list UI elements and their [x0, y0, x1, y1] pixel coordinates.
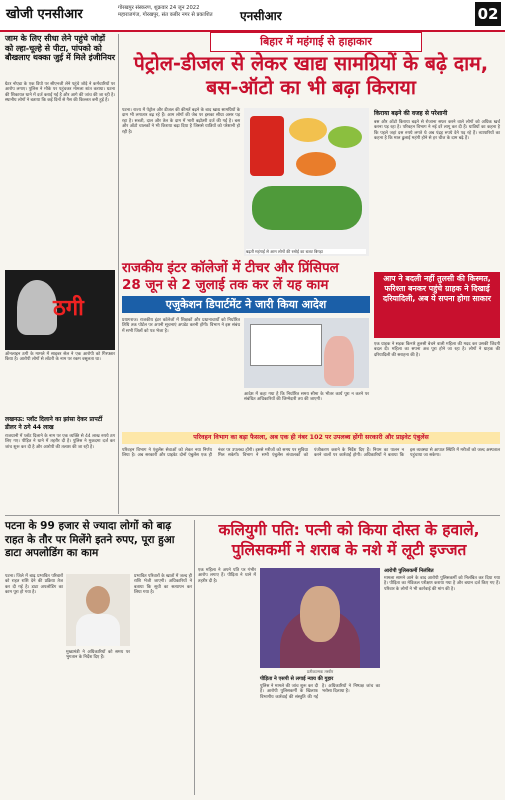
- crime-side-body: मामला सामने आने के बाद आरोपी पुलिसकर्मी को निलंबित कर दिया गया है। पीड़िता का मेडिकल परीक्षण कराया गया है और बयान दर्ज किए गए हैं। परिवार के लोगों ने भी कार्रवाई की मांग की है।: [384, 576, 500, 592]
- food-prices-image: [244, 108, 369, 256]
- crime-body: एक महिला ने अपने पति पर गंभीर आरोप लगाए हैं। पीड़िता ने थाने में तहरीर दी है।: [198, 568, 256, 584]
- photo-face: [300, 586, 340, 642]
- plot-fraud-body: राजधानी में प्लॉट दिलाने के नाम पर एक व्यक्ति से 44 लाख रुपये ठग लिए गए। पीड़ित ने थाने में तहरीर दी है। पुलिस ने मुकदमा दर्ज कर जांच शुरू कर दी है और आरोपी की तलाश की जा रही है।: [5, 434, 115, 450]
- lead-side-headline: किराया बढ़ने की वजह से परेशानी: [374, 110, 448, 117]
- grain-bowl-graphic: [289, 118, 327, 142]
- section-title: एनसीआर: [240, 9, 282, 23]
- ambulance-body: परिवहन विभाग ने एंबुलेंस सेवाओं को लेकर नया निर्णय लिया है। अब सरकारी और प्राइवेट दोनों एंबुलेंस एक ही नंबर पर उपलब्ध होंगी। इससे मरीजों को समय पर सुविधा मिल सकेगी। विभाग ने सभी एंबुलेंस संचालकों को पंजीकरण कराने के निर्देश दिए हैं। नियम का पालन न करने वालों पर कार्रवाई होगी। अधिकारियों ने बताया कि इस व्यवस्था से आपात स्थिति में मरीजों को जल्द अस्पताल पहुंचाया जा सकेगा।: [122, 448, 500, 459]
- left-story-headline: जाम के लिए सीधा लेने पहुंचे जोड़ों को ल्हा-चूल्हे से पीटा, पांपको को बौखलाए थक्का जुई में मिले इंजीनियर: [5, 34, 116, 62]
- teacher-band: एजुकेशन डिपार्टमेंट ने जारी किया आदेश: [122, 296, 370, 313]
- woman-photo: [260, 568, 380, 668]
- fraud-story-body: ऑनलाइन ठगी के मामले में साइबर सेल ने एक आरोपी को गिरफ्तार किया है। आरोपी लोगों से लॉटरी के नाम पर रकम वसूलता था।: [5, 352, 115, 363]
- image-caption: बढ़ती महंगाई से आम लोगों की रसोई का बजट बिगड़ा: [246, 249, 366, 254]
- fuel-pump-graphic: [250, 116, 284, 176]
- tulsi-headline: आप ने बदली नहीं तुलसी की किस्मत, फरिश्ता बनकर पहुंचे ग्राहक ने दिखाई दरियादिली, अब ये सपना होगा साकार: [374, 272, 500, 338]
- column-divider: [118, 34, 119, 514]
- photo-head: [86, 586, 110, 614]
- student-graphic: [324, 336, 354, 386]
- dateline: [118, 5, 238, 19]
- lead-headline: पेट्रोल-डीजल से लेकर खाद्य सामग्रियों के बढ़े दाम, बस-ऑटो का भी बढ़ा किराया: [133, 52, 489, 99]
- whiteboard-graphic: [250, 324, 322, 366]
- chief-minister-photo: [66, 574, 130, 646]
- flood-relief-body: पटना। जिले में बाढ़ प्रभावित परिवारों को राहत राशि देने की प्रक्रिया तेज कर दी गई है। डाटा अपलोडिंग का काम पूरा हो गया है।: [5, 574, 63, 596]
- crime-headline: कलियुगी पति: पत्नी को किया दोस्त के हवाले, पुलिसकर्मी ने शराब के नशे में लूटी इज्जत: [218, 521, 480, 559]
- photo-body: [76, 614, 120, 646]
- crime-image-caption: प्रतीकात्मक तस्वीर: [306, 669, 334, 674]
- plot-fraud-headline: लखनऊ: प्लॉट दिलाने का झांसा देकर प्रापर्टी डीलर ने ठगे 44 लाख: [5, 416, 103, 431]
- flood-relief-body-3: मुख्यमंत्री ने अधिकारियों को समय पर भुगतान के निर्देश दिए हैं।: [66, 650, 130, 661]
- flood-relief-headline: पटना के 99 हजार से ज्यादा लोगों को बाढ़ राहत के तौर पर मिलेंगे इतने रुपए, पूरा हुआ डाटा अपलोडिंग का काम: [5, 520, 175, 559]
- spice-bowl-graphic: [296, 152, 336, 176]
- dateline-date: गोरखपुर संस्करण, शुक्रवार 24 जून 2022: [118, 5, 200, 11]
- lentil-bowl-graphic: [328, 126, 362, 148]
- column-divider-lower: [194, 520, 195, 795]
- page-header: [0, 0, 505, 32]
- crime-subhead: पीड़िता ने एसपी से लगाई न्याय की गुहार: [260, 676, 334, 682]
- classroom-image: [244, 318, 369, 388]
- crime-body-2: पुलिस ने मामले की जांच शुरू कर दी है। आरोपी पुलिसकर्मी के खिलाफ विभागीय कार्रवाई की संस्तुति की गई है। अधिकारियों ने निष्पक्ष जांच का भरोसा दिलाया है।: [260, 684, 380, 700]
- tulsi-body: एक ग्राहक ने सड़क किनारे तुलसी बेचने वाली महिला की मदद कर उसकी जिंदगी बदल दी। महिला का सपना अब पूरा होने जा रहा है। लोगों ने ग्राहक की दरियादिली की सराहना की है।: [374, 342, 500, 358]
- teacher-headline: राजकीय इंटर कॉलेजों में टीचर और प्रिंसिपल 28 जून से 2 जुलाई तक कर लें यह काम: [122, 260, 339, 293]
- flood-relief-body-2: प्रभावित परिवारों के खातों में जल्द ही राशि भेजी जाएगी। अधिकारियों ने बताया कि सूची का सत्यापन कर लिया गया है।: [134, 574, 192, 596]
- left-story-body: ग्रेटर नोएडा के एक डिपो पर सीएनजी लेने पहुंचे जोड़े ने कर्मचारियों पर आरोप लगाए। पुलिस ने मौके पर पहुंचकर मामला शांत कराया। घटना की शिकायत थाने में दर्ज कराई गई है और आगे की जांच की जा रही है। स्थानीय लोगों ने बताया कि कई दिनों से गैस की किल्लत बनी हुई है।: [5, 82, 115, 104]
- page-number: 02: [475, 2, 501, 26]
- fraud-image-word: ठगी: [53, 296, 84, 321]
- lead-body: पटना। राज्य में पेट्रोल और डीजल की कीमतें बढ़ने के बाद खाद्य सामग्रियों के दाम भी लगातार बढ़ रहे हैं। आम लोगों की जेब पर इसका सीधा असर पड़ रहा है। सब्जी, दाल और तेल के दाम में भारी बढ़ोतरी दर्ज की गई है। बस और ऑटो चालकों ने भी किराया बढ़ा दिया है जिससे यात्रियों को परेशानी हो रही है।: [122, 108, 240, 135]
- fraud-image: [5, 270, 115, 350]
- vegetables-graphic: [252, 186, 362, 230]
- dateline-edition: महाराजगंज, गोरखपुर, संत कबीर नगर से प्रकाशित: [118, 12, 213, 18]
- crime-side-headline: आरोपी पुलिसकर्मी निलंबित: [384, 568, 434, 574]
- hand-graphic: [17, 280, 57, 335]
- masthead-logo: खोजी एनसीआर: [6, 7, 83, 22]
- teacher-body-2: आदेश में कहा गया है कि निर्धारित समय सीमा के भीतर कार्य पूरा न करने पर संबंधित अधिकारियों की जिम्मेदारी तय की जाएगी।: [244, 392, 369, 403]
- teacher-body: प्रयागराज। राजकीय इंटर कॉलेजों में शिक्षकों और प्रधानाचार्यों को निर्धारित तिथि तक पोर्टल पर अपनी सूचनाएं अपडेट करनी होंगी। विभाग ने इस संबंध में सभी जिलों को पत्र भेजा है।: [122, 318, 240, 334]
- section-divider: [5, 515, 500, 516]
- lead-side-body: बस और ऑटो किराया बढ़ने से रोजाना सफर करने वाले लोगों को अधिक खर्च करना पड़ रहा है। परिवहन विभाग ने नई दरें लागू कर दी हैं। यात्रियों का कहना है कि पहले जहां दस रुपये लगते थे अब पंद्रह रुपये देने पड़ रहे हैं। व्यापारियों का कहना है कि माल ढुलाई महंगी होने से हर चीज के दाम बढ़े हैं।: [374, 120, 500, 142]
- ambulance-headline: परिवहन विभाग का बड़ा फैसला, अब एक ही नंबर 102 पर उपलब्ध होंगी सरकारी और प्राइवेट एंबुलेंस: [122, 432, 500, 444]
- lead-kicker: बिहार में महंगाई से हाहाकार: [210, 32, 422, 52]
